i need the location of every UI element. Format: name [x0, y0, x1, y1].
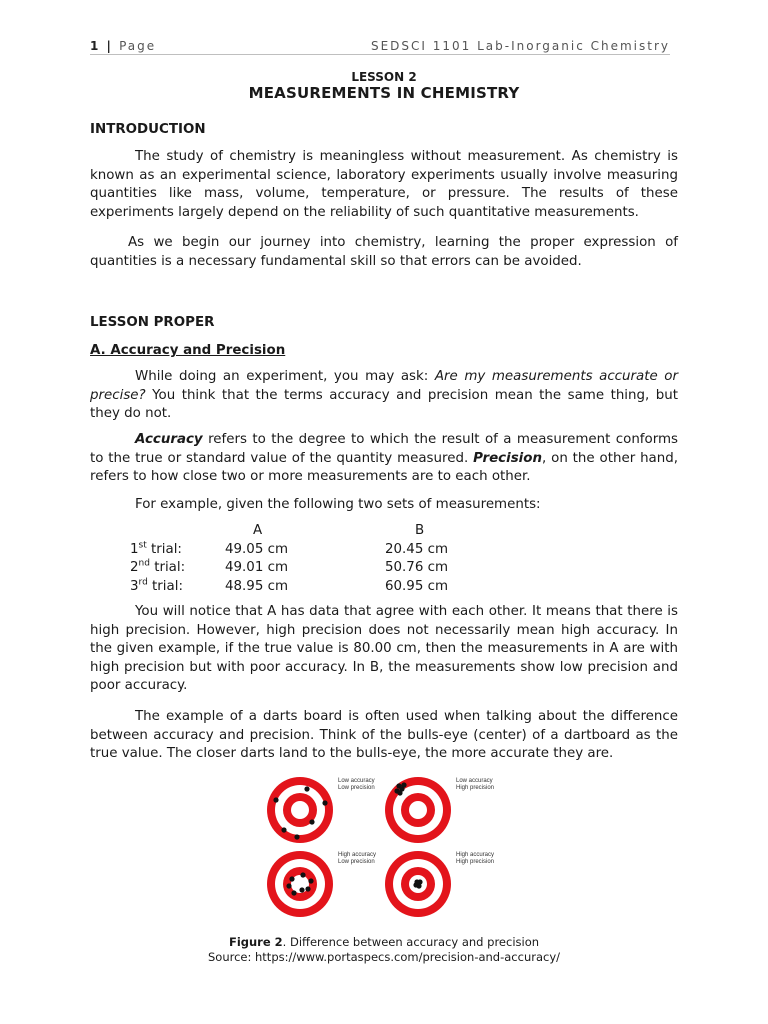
- trial-label: 3rd trial:: [130, 577, 183, 594]
- term-accuracy: Accuracy: [135, 432, 203, 447]
- page-number: 1 | Page: [90, 39, 157, 53]
- dartboard-low-accuracy-high-precision: [385, 777, 494, 843]
- panel-label: Low precision: [338, 859, 375, 865]
- dart-mark: [299, 887, 304, 892]
- dartboard-figure-svg: [256, 771, 512, 923]
- dart-mark: [401, 782, 406, 787]
- table-row: [130, 559, 448, 578]
- dart-mark: [309, 819, 314, 824]
- intro-paragraph-2: As we begin our journey into chemistry, learning the proper expression of quantities is a necessary fundamental skill so that errors can be avoided.: [90, 235, 678, 269]
- dart-mark: [322, 800, 327, 805]
- table-row: [130, 578, 448, 597]
- column-a-header: A: [253, 523, 263, 538]
- panel-label: High accuracy: [456, 852, 495, 858]
- value-b: 60.95 cm: [385, 578, 448, 594]
- term-precision: Precision: [473, 450, 543, 466]
- definitions-paragraph: Accuracy refers to the degree to which the result of a measurement conforms to the true or standard value of the quantity measured. Precision, on the other hand, refers to how close two or more measurements are to each other.: [90, 432, 678, 485]
- dart-mark: [414, 879, 419, 884]
- value-b: 20.45 cm: [385, 541, 448, 557]
- intro-paragraph-1: The study of chemistry is meaningless without measurement. As chemistry is known as an experimental science, laboratory experiments usually involve measuring quantities like mass, volume, temperature, or pressure. The results of these experiments largely depend on the reliability of such quantitative measurements.: [90, 149, 678, 220]
- page-header: [90, 37, 670, 55]
- dart-mark: [273, 797, 278, 802]
- dartboard-high-accuracy-low-precision: [267, 851, 376, 917]
- panel-label: Low accuracy: [456, 778, 493, 784]
- lesson-number: LESSON 2: [351, 70, 417, 84]
- dartboard-paragraph: The example of a darts board is often used when talking about the difference between accuracy and precision. Think of the bulls-eye (center) of a dartboard as the true value. The closer darts land to the bulls-eye, the more accurate they are.: [90, 709, 678, 762]
- dart-mark: [308, 878, 313, 883]
- trial-label: 2nd trial:: [130, 558, 186, 576]
- dartboard-figure: [256, 771, 512, 923]
- lesson-proper-heading: LESSON PROPER: [90, 315, 215, 330]
- dart-mark: [291, 890, 296, 895]
- question-italic: Are my measurements accurate or precise?: [90, 369, 678, 403]
- column-b-header: B: [415, 523, 425, 538]
- intro-heading: INTRODUCTION: [90, 122, 206, 137]
- value-a: 48.95 cm: [225, 578, 288, 594]
- accuracy-intro-paragraph: While doing an experiment, you may ask: Are my measurements accurate or precise? You think that the terms accuracy and precision mean the same thing, but they do not.: [90, 369, 678, 422]
- dart-mark: [289, 876, 294, 881]
- panel-label: High precision: [456, 859, 495, 865]
- dartboard-ring: [291, 801, 309, 819]
- dartboard-high-accuracy-high-precision: [385, 851, 494, 917]
- analysis-paragraph: You will notice that A has data that agree with each other. It means that there is high precision. However, high precision does not necessarily mean high accuracy. In the given example, if the true value is 80.00 cm, then the measurements in A are with high precision but with poor accuracy. In B, the measurements show low precision and poor accuracy.: [90, 604, 678, 694]
- dart-mark: [304, 786, 309, 791]
- example-intro: For example, given the following two sets of measurements:: [135, 497, 541, 512]
- dartboard-ring: [409, 801, 427, 819]
- figure-source: Source: https://www.portaspecs.com/precision-and-accuracy/: [207, 950, 561, 964]
- value-a: 49.05 cm: [225, 541, 288, 557]
- panel-label: Low accuracy: [338, 778, 375, 784]
- lesson-title: MEASUREMENTS IN CHEMISTRY: [248, 84, 520, 102]
- section-a-heading: A. Accuracy and Precision: [90, 343, 286, 358]
- dart-mark: [281, 827, 286, 832]
- dart-mark: [286, 883, 291, 888]
- dart-mark: [397, 790, 402, 795]
- value-a: 49.01 cm: [225, 560, 288, 576]
- panel-label: High precision: [456, 785, 495, 791]
- table-row: [130, 541, 448, 560]
- dart-mark: [305, 886, 310, 891]
- table-header-row: [130, 522, 448, 541]
- dart-mark: [294, 834, 299, 839]
- value-b: 50.76 cm: [385, 560, 448, 576]
- figure-caption: Figure 2. Difference between accuracy and precision: [228, 935, 540, 949]
- panel-label: Low precision: [338, 785, 375, 791]
- dart-mark: [300, 872, 305, 877]
- dartboard-low-accuracy-low-precision: [267, 777, 375, 843]
- panel-label: High accuracy: [338, 852, 377, 858]
- measurement-table: [130, 522, 448, 596]
- trial-label: 1st trial:: [130, 540, 182, 557]
- course-title: SEDSCI 1101 Lab-Inorganic Chemistry: [370, 39, 670, 53]
